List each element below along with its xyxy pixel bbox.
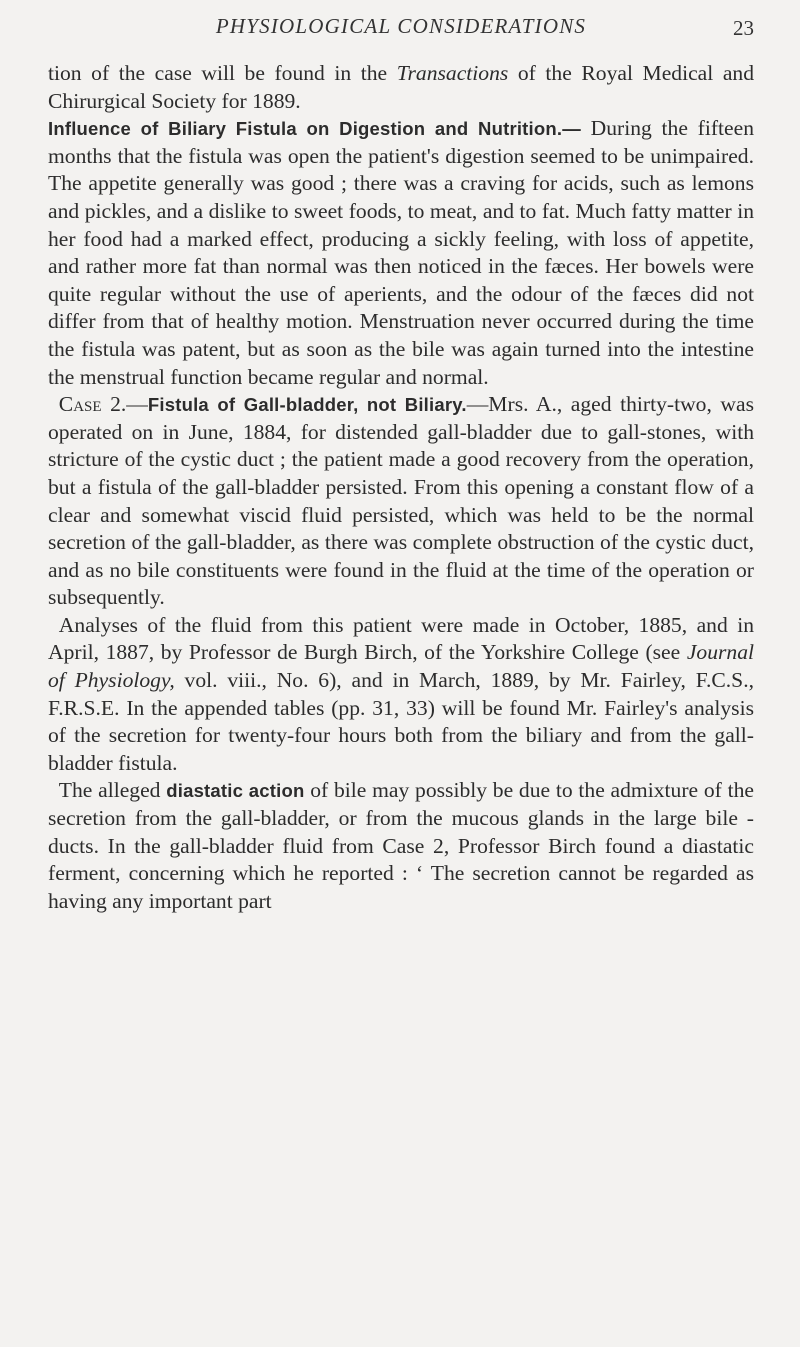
text-run: tion of the case will be found in the: [48, 61, 397, 85]
text-run: —Mrs. A., aged thirty-two, was operated on in June, 1884, for distended gall-bladder due to gall-stones, with stricture of the cystic duct ; the patient made a good recovery from the operation, but a fistula of the gall-bladder persisted. From this opening a constant flow of a clear and somewhat viscid fluid persisted, which was held to be the normal secretion of the gall-bladder, as there was complete obstruction of the cystic duct, and as no bile constituents were found in the fluid at the time of the operation or subsequently.: [48, 392, 755, 610]
running-title: PHYSIOLOGICAL CONSIDERATIONS: [215, 14, 587, 38]
section-heading-case-2: Fistula of Gall-bladder, not Biliary.: [147, 394, 467, 416]
text-run: The alleged: [58, 778, 167, 803]
body-text: [48, 60, 754, 915]
text-run: During the fifteen months that the fistula was open the patient's digestion seemed to be unimpaired. The appetite generally was good ; there was a craving for acids, such as lemons and pickles, and a dislike to sweet foods, to meat, and to fat. Much fatty matter in her food had a marked effect, producing a sickly feeling, with loss of appetite, and rather more fat than normal was then noticed in the fæces. Her bowels were quite regular without the use of aperients, and the odour of the fæces did not differ from that of healthy motion. Menstruation never occurred during the time the fistula was patent, but as soon as the bile was again turned into the intestine the menstrual function became regular and normal.: [48, 116, 754, 389]
page-number: 23: [733, 16, 754, 40]
book-page: [48, 14, 754, 915]
paragraph-case-2: [48, 391, 754, 612]
running-head: [48, 14, 754, 48]
text-run: Analyses of the fluid from this patient were made in October, 1885, and in April, 1887, by Professor de Burgh Birch, of the Yorkshire College (see: [48, 612, 754, 665]
paragraph-continuation: [48, 60, 754, 115]
section-heading-digestion: Influence of Biliary Fistula on Digestion and Nutrition.—: [48, 118, 581, 140]
paragraph-digestion: [48, 115, 754, 391]
italic-title-journal: Journal of Physiology,: [48, 640, 754, 693]
text-run: of bile may possibly be due to the admixture of the secretion from the gall-bladder, or from the mucous glands in the large bile - ducts. In the gall-bladder fluid from Case 2, Professor Birch found a diastatic ferment, concerning which he reported : ‘ The secretion cannot be regarded as having any important part: [48, 778, 754, 913]
text-run: of the Royal Medical and Chirurgical Society for 1889.: [48, 61, 754, 113]
italic-title-transactions: Transactions: [396, 61, 509, 85]
case-number: 2.—: [101, 392, 148, 417]
inline-heading-diastatic: diastatic action: [166, 780, 305, 802]
text-run: vol. viii., No. 6), and in March, 1889, by Mr. Fairley, F.C.S., F.R.S.E. In the appended tables (pp. 31, 33) will be found Mr. Fairley's analysis of the secretion for twenty-four hours both from the biliary and from the gall-bladder fistula.: [48, 668, 754, 775]
case-label: Case: [58, 392, 102, 417]
paragraph-analyses: [48, 612, 754, 778]
paragraph-diastatic: [48, 777, 754, 915]
